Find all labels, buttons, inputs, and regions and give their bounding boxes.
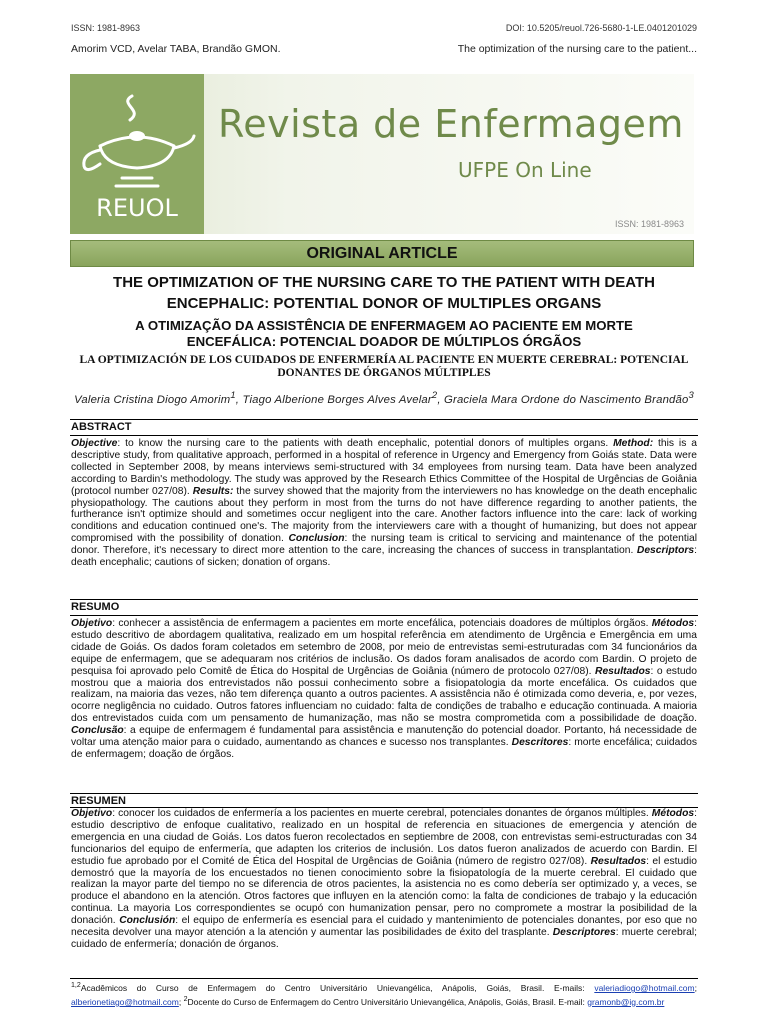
label-conclusion: Conclusion: [288, 533, 345, 545]
label-conclusion: Conclusión: [119, 915, 176, 927]
label-descriptors: Descriptors: [636, 545, 695, 557]
running-title: The optimization of the nursing care to the patient...: [457, 43, 697, 55]
text-results: : el estudio demostró que la mayoría de los encuestados no tienen conocimiento sobre la fisiopatología de la muerte cerebral. El cuidado que realizan la mayor parte del tiempo no se diferencia de otros pacientes, la asistencia no es como debería ser optimizado y, a veces, se produce el abandono en la atención. Otros factores que influyen en la atención como: la falta de condiciones de trabajo y la educación continua. La mayoria Los correspondientes se ocupó con humanization pensar, pero no compromete a mostrar la posibilidad de la donación.: [71, 855, 697, 927]
label-method: Métodos: [651, 808, 695, 819]
label-method: Method:: [613, 438, 654, 449]
email-link[interactable]: alberionetiago@hotmail.com: [71, 996, 179, 1007]
label-results: Results:: [192, 485, 234, 497]
author-affiliation: 2: [431, 389, 438, 400]
title-spanish: LA OPTIMIZACIÓN DE LOS CUIDADOS DE ENFERMERÍA AL PACIENTE EN MUERTE CEREBRAL: POTENCIAL DONANTES DE ÓRGANOS MÚLTIPLES: [79, 354, 689, 379]
lamp-icon: [70, 74, 204, 234]
resumo-heading: RESUMO: [71, 601, 120, 613]
label-results: Resultados: [590, 855, 647, 867]
journal-subtitle: UFPE On Line: [458, 158, 592, 182]
logo-text: REUOL: [96, 194, 178, 222]
author-affiliation: 3: [688, 389, 694, 400]
abstract-body: [71, 438, 697, 569]
text-objective: : conhecer a assistência de enfermagem a pacientes em morte encefálica, potenciais doadores de múltiplos órgãos.: [112, 618, 652, 629]
label-method: Métodos: [651, 618, 695, 629]
resumen-body: [71, 808, 697, 951]
banner-issn: ISSN: 1981-8963: [614, 219, 684, 229]
footnote: [71, 980, 697, 1008]
text-objective: : conocer los cuidados de enfermería a los pacientes en muerte cerebral, potenciales donantes de órganos múltiples.: [112, 808, 652, 819]
issn-label: ISSN: 1981-8963: [71, 23, 141, 33]
footnote-text: Acadêmicos do Curso de Enfermagem do Centro Universitário Unievangélica, Anápolis, Goiás, Brasil. E-mails:: [80, 982, 595, 993]
divider: [70, 599, 698, 600]
text-objective: : to know the nursing care to the patients with death encephalic, potential donors of multiples organs.: [117, 438, 614, 449]
doi-label: DOI: 10.5205/reuol.726-5680-1-LE.0401201029: [505, 23, 697, 33]
resumo-body: [71, 618, 697, 761]
footnote-marker: 1,2: [71, 981, 81, 989]
email-link[interactable]: gramonb@ig.com.br: [587, 996, 665, 1007]
label-conclusion: Conclusão: [71, 725, 124, 737]
author-name: Graciela Mara Ordone do Nascimento Brandão: [444, 393, 689, 406]
text-descriptors: : morte encefálica; cuidados de enfermagem; doação de órgãos.: [71, 737, 697, 760]
divider: [70, 435, 698, 436]
text-conclusion: : el equipo de enfermería es esencial para el cuidado y mantenimiento de potenciales donantes, por eso que no necesita devolver una mayor atención a la atención y aumentar las posibilidades de éxito del trasplante.: [71, 915, 697, 939]
label-objective: Objetivo: [71, 618, 113, 629]
footnote-marker: 2: [183, 994, 188, 1003]
text-descriptors: : muerte cerebral; cuidado de enfermería; donación de órganos.: [71, 927, 697, 950]
text-method: : estudio descriptivo de enfoque cualitativo, realizado en un hospital de referencia en situaciones de emergencia y atención de emergencia en una ciudad de Goiás. Los datos fueron recolectados en septiembre de 2008, con entrevistas semi-estructuradas con 34 funcionarios del equipo de enfermería, que adapten los criterios de inclusión. Los datos fueron analizados de acuerdo con Bardin. El estudio fue aprobado por el Comité de Ética del Hospital de Urgências de Goiânia (número de registro 027/08).: [71, 808, 697, 867]
author-name: Tiago Alberione Borges Alves Avelar: [242, 393, 432, 406]
divider: [70, 615, 698, 616]
author-affiliation: 1: [230, 389, 236, 400]
separator: ;: [178, 996, 184, 1007]
divider: [70, 978, 698, 979]
divider: [70, 793, 698, 794]
text-method: this is a descriptive study, from qualitative approach, performed in a hospital of reference in Urgency and Emergency from Goiás state. Data were collected in September 2008, by means interviews semi-structured with 34 employees from nursing team. Data have been analyzed according to Bardin's methodology. The study was approved by the Research Ethics Committee of the Hospital de Urgências de Goiânia (protocol number 027/08).: [71, 438, 697, 497]
journal-title: Revista de Enfermagem: [218, 102, 684, 146]
author-name: Valeria Cristina Diogo Amorim: [74, 393, 231, 406]
journal-banner: [70, 74, 694, 234]
title-portuguese: A OTIMIZAÇÃO DA ASSISTÊNCIA DE ENFERMAGEM AO PACIENTE EM MORTE ENCEFÁLICA: POTENCIAL DOADOR DE MÚLTIPLOS ÓRGÃOS: [135, 318, 633, 349]
text-results: the survey showed that the majority from the interviewers no has knowledge on the death encephalic physiopathology. The cautions about they perform in most from the turns do not have difference regarding to another patients, the furtherance isn't optimize should and sometimes occur negligent into the care. Another factors influence into the care: lack of working conditions and education continued one's. The majority from the interviewers care with a thought of humanizing, but does not appear compromised with the possibility of donation.: [71, 485, 697, 545]
text-conclusion: : the nursing team is critical to servicing and maintenance of the potential donor. Therefore, it's necessary to direct more attention to the care, increasing the chances of success in transplantation.: [71, 533, 697, 557]
text-method: : estudo descritivo de abordagem qualitativa, realizado em um hospital referência em atendimento de Urgência e Emergência em uma cidade de Goiás. Os dados foram coletados em setembro de 2008, por meio de entrevistas semi-estruturadas com 34 funcionários da equipe de enfermagem, que se adequaram nos critérios de inclusão. Os dados foram analisados de acordo com Bardin. O projeto de pesquisa foi aprovado pelo Comitê de Ética do Hospital de Urgências de Goiânia (número de protocolo 027/08).: [71, 618, 697, 677]
email-link[interactable]: valeriadiogo@hotmail.com: [594, 982, 695, 993]
footnote-text: Docente do Curso de Enfermagem do Centro Universitário Unievangélica, Anápolis, Goiás, Brasil. E-mail:: [187, 996, 588, 1007]
resumen-heading: RESUMEN: [71, 795, 127, 807]
text-results: : o estudo mostrou que a maioria dos entrevistados não possui conhecimento sobre a fisiopatologia da morte encefálica. Os cuidados que realizam, na maioria das vezes, não tem diferença quanto a outros pacientes. A assistência não é otimizada como deveria, e, por vezes, ocorre negligência no cuidado. Outros fatores influenciam no cuidado: falta de condições de trabalho e educação continuada. A maioria dos entrevistados cuida com um pensamento de humanização, mas não se mostra comprometida com a possibilidade de doação.: [71, 665, 697, 725]
label-descriptors: Descritores: [511, 737, 569, 749]
label-objective: Objective: [71, 438, 118, 449]
text-descriptors: : death encephalic; cautions of sicken; donation of organs.: [71, 545, 697, 569]
label-descriptors: Descriptores: [552, 927, 616, 939]
text-conclusion: : a equipe de enfermagem é fundamental para assistência e manutenção do potencial doador. Portanto, há necessidade de voltar uma atenção maior para o cuidado, aumentando as chances e sucesso nos transplantes.: [71, 725, 697, 749]
article-type-bar: ORIGINAL ARTICLE: [70, 240, 694, 267]
journal-logo: [70, 74, 204, 234]
label-results: Resultados: [595, 665, 651, 677]
label-objective: Objetivo: [71, 808, 113, 819]
author-list: Valeria Cristina Diogo Amorim$^1$, Tiago Alberione Borges Alves Avelar$^2$, Graciela Mara Ordone do Nascimento Brandão$^3$: [74, 389, 694, 406]
title-english: THE OPTIMIZATION OF THE NURSING CARE TO THE PATIENT WITH DEATH ENCEPHALIC: POTENTIAL DONOR OF MULTIPLES ORGANS: [113, 274, 655, 312]
separator: ;: [694, 982, 697, 993]
divider: [70, 419, 698, 420]
abstract-heading: ABSTRACT: [71, 421, 132, 433]
authors-short: Amorim VCD, Avelar TABA, Brandão GMON.: [71, 43, 281, 55]
